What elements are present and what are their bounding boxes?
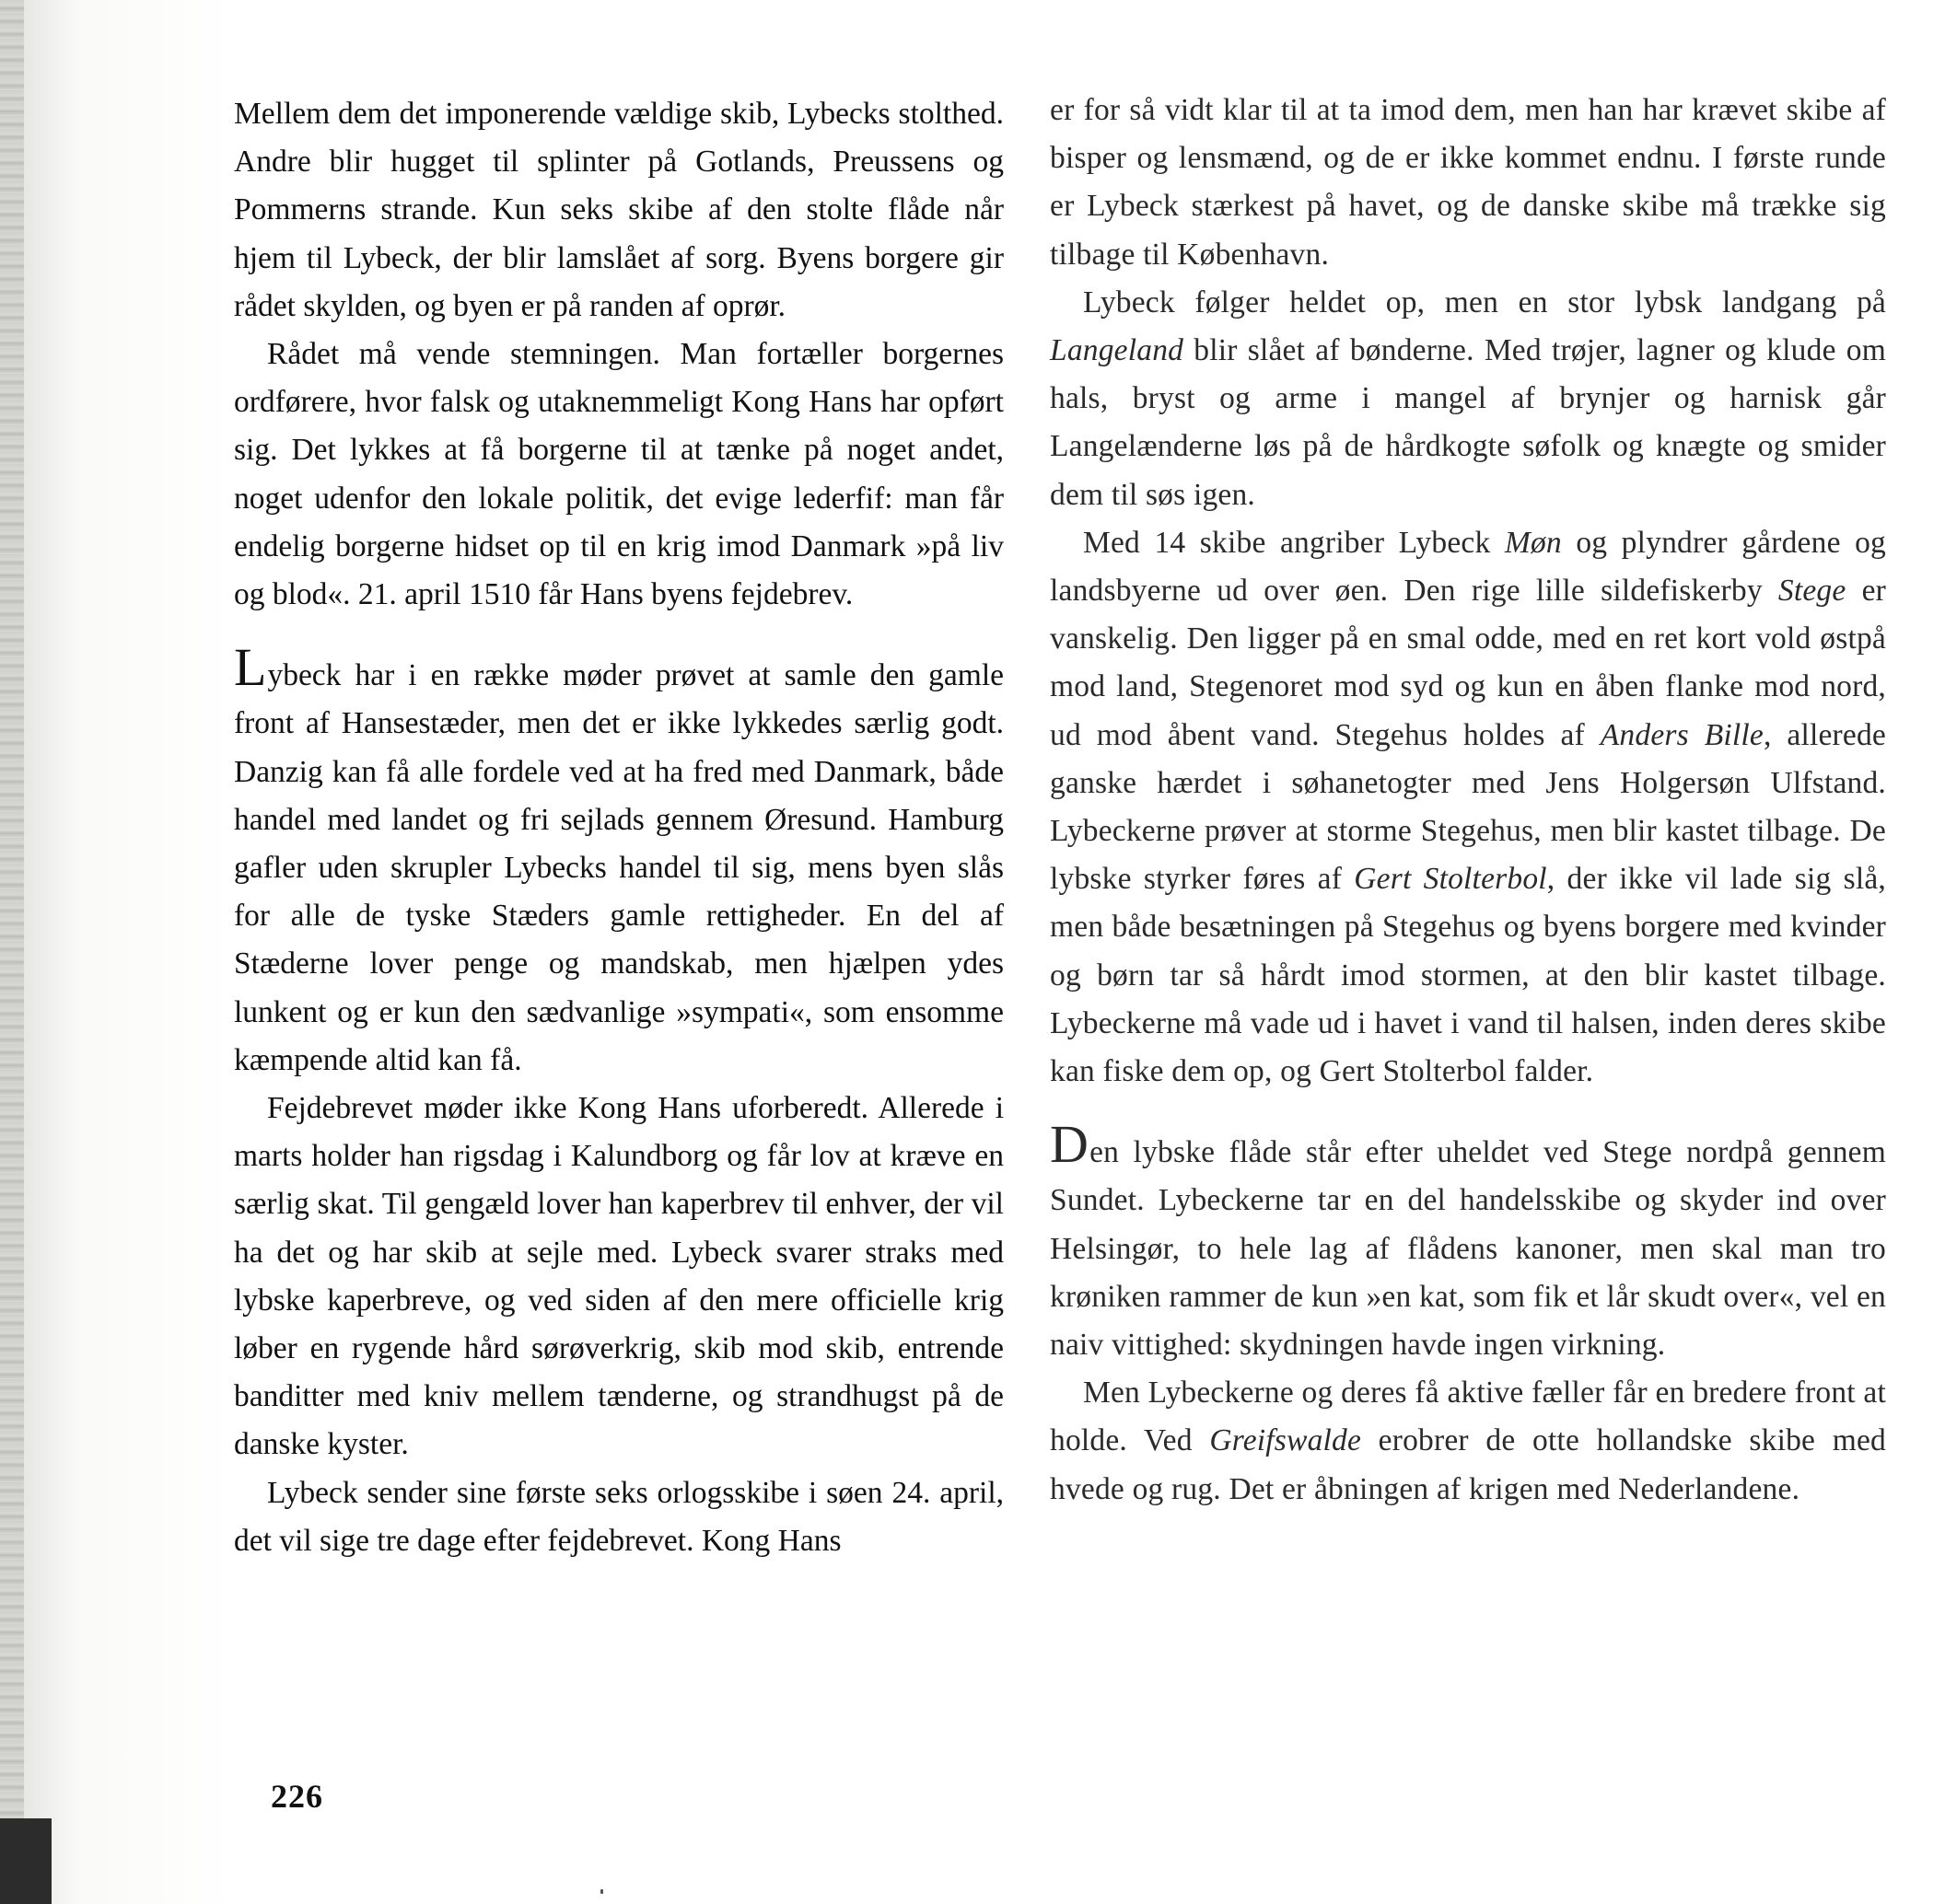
text-run: Men Lybeckerne og deres få aktive fæller får en bredere front at holde. Ved (1050, 1376, 1886, 1458)
section-paragraph (234, 637, 1004, 1085)
paragraph (1050, 1369, 1886, 1514)
section-paragraph (1050, 1114, 1886, 1369)
paragraph (1050, 519, 1886, 1096)
text-run: Med 14 skibe angriber Lybeck (1083, 525, 1505, 560)
left-text-column (234, 90, 1004, 1565)
gutter-shadow (24, 0, 79, 1904)
drop-cap: D (1050, 1114, 1089, 1175)
paragraph (1050, 279, 1886, 519)
paragraph: Fejdebrevet møder ikke Kong Hans uforberedt. Allerede i marts holder han rigsdag i Kalundborg og får lov at kræve en særlig skat. Til gengæld lover han kaperbrev til enhver, der vil ha det og har skib at sejle med. Lybeck svarer straks med lybske kaperbreve, og ved siden af den mere officielle krig løber en rygende hård sørøverkrig, skib mod skib, entrende banditter med kniv mellem tænderne, og strandhugst på de danske kyster. (234, 1091, 1004, 1462)
drop-cap: L (234, 637, 267, 698)
paragraph-text: ybeck har i en række møder prøvet at samle den gamle front af Hansestæder, men det er ikke lykkedes særlig godt. Danzig kan få alle fordele ved at ha fred med Danmark, både handel med landet og fri sejlads gennem Øresund. Hamburg gafler uden skrupler Lybecks handel til sig, mens byen slås for alle de tyske Stæders gamle rettigheder. En del af Stæderne lover penge og mandskab, men hjælpen ydes lunkent og er kun den sædvanlige »sympati«, som ensomme kæmpende altid kan få. (234, 658, 1004, 1077)
page-number: 226 (271, 1778, 323, 1815)
paragraph: Rådet må vende stemningen. Man fortæller borgernes ordførere, hvor falsk og utaknemmeligt Kong Hans har opført sig. Det lykkes at få borgerne til at tænke på noget andet, noget udenfor den lokale politik, det evige lederfif: man får endelig borgerne hidset op til en krig imod Danmark »på liv og blod«. 21. april 1510 får Hans byens fejdebrev. (234, 337, 1004, 612)
text-run: Lybeck følger heldet op, men en stor lybsk landgang på (1083, 284, 1886, 319)
italic-person-name: Anders Bille (1600, 717, 1764, 752)
italic-place-name: Greifswalde (1209, 1423, 1362, 1458)
text-run: , der ikke vil lade sig slå, men både besætningen på Stegehus og byens borgere med kvinder og børn tar så hårdt imod stormen, at den blir kastet tilbage. Lybeckerne må vade ud i havet i vand til halsen, inden deres skibe kan fiske dem op, og Gert Stolterbol falder. (1050, 862, 1886, 1089)
italic-person-name: Gert Stolterbol (1354, 862, 1547, 897)
book-spine (0, 0, 24, 1904)
text-run: og plyndrer gårdene og landsbyerne ud over øen. Den rige lille sildefiskerby (1050, 525, 1886, 609)
text-run: erobrer de otte hollandske skibe med hvede og rug. Det er åbningen af krigen med Nederlandene. (1050, 1423, 1886, 1506)
paper-speck (600, 1889, 603, 1894)
italic-place-name: Langeland (1050, 333, 1184, 368)
paragraph: Mellem dem det imponerende vældige skib, Lybecks stolthed. Andre blir hugget til splinter på Gotlands, Preussens og Pommerns strande. Kun seks skibe af den stolte flåde når hjem til Lybeck, der blir lamslået af sorg. Byens borgere gir rådet skylden, og byen er på randen af oprør. (234, 97, 1004, 323)
paragraph: Lybeck sender sine første seks orlogsskibe i søen 24. april, det vil sige tre dage efter fejdebrevet. Kong Hans (234, 1475, 1004, 1558)
right-text-column (1050, 87, 1886, 1514)
binding-corner (0, 1818, 52, 1904)
text-run: er vanskelig. Den ligger på en smal odde, med en ret kort vold østpå mod land, Stegenoret mod syd og kun en åben flanke mod nord, ud mod åbent vand. Stegehus holdes af (1050, 574, 1887, 752)
italic-place-name: Stege (1777, 574, 1846, 609)
paragraph-text: en lybske flåde står efter uheldet ved Stege nordpå gennem Sundet. Lybeckerne tar en del handelsskibe og skyder ind over Helsingør, to hele lag af flådens kanoner, men skal man tro krøniken rammer de kun »en kat, som fik et lår skudt over«, vel en naiv vittighed: skydningen havde ingen virkning. (1050, 1135, 1886, 1363)
text-run: , allerede ganske hærdet i søhanetogter med Jens Holgersøn Ulfstand. Lybeckerne prøver at storme Stegehus, men blir kastet tilbage. De lybske styrker føres af (1050, 717, 1886, 897)
text-run: blir slået af bønderne. Med trøjer, lagner og klude om hals, bryst og arme i mangel af brynjer og harnisk går Langelænderne løs på de hårdkogte søfolk og knægte og smider dem til søs igen. (1050, 333, 1886, 512)
paragraph: er for så vidt klar til at ta imod dem, men han har krævet skibe af bisper og lensmænd, og de er ikke kommet endnu. I første runde er Lybeck stærkest på havet, og de danske skibe må trække sig tilbage til København. (1050, 93, 1886, 272)
italic-place-name: Møn (1504, 525, 1562, 560)
